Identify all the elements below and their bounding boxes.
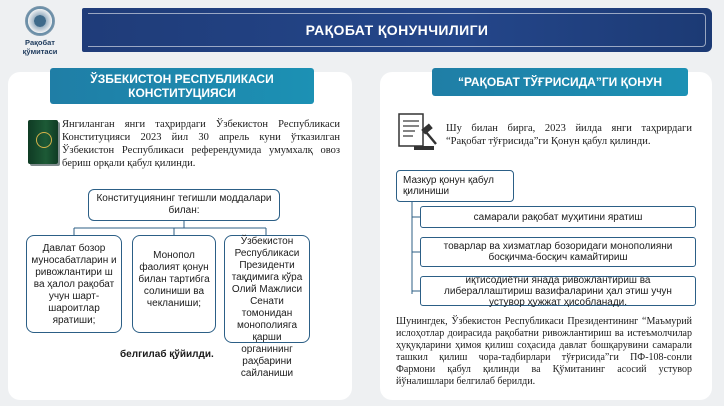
decree-paragraph: Шунингдек, Ўзбекистон Республикаси Президентининг “Маъмурий ислоҳотлар доирасида рақобатни ривожлантириш ва истеъмолчилар ҳуқуқларини ҳимоя қилиш соҳасида давлат бошқарувини самарали ташкил қилиш чора-тадбирлари тўғрисида”ги ПФ-108-сонли Фармони қабул қилинди ва Қўмитанинг асосий устувор йўналишлари белгилаб берилди. [396, 316, 692, 387]
article-item-senate: Ўзбекистон Республикаси Президенти тақдимига кўра Олий Мажлиси Сенати томонидан монополияга қарши органининг раҳбарини сайланиши [224, 235, 310, 343]
goal-item-competition: самарали рақобат муҳитини яратиш [420, 206, 696, 228]
competition-law-panel [380, 72, 712, 400]
document-gavel-icon [396, 112, 440, 152]
constitution-title: ЎЗБЕКИСТОН РЕСПУБЛИКАСИ КОНСТИТУЦИЯСИ [50, 68, 314, 104]
page-title: РАҚОБАТ ҚОНУНЧИЛИГИ [305, 22, 489, 38]
goal-item-economy: иқтисодиётни янада ривожлантириш ва либераллаштириш вазифаларини ҳал этиш учун устувор ҳужжат ҳисобланади. [420, 276, 696, 306]
goal-label: Мазкур қонун қабул қилиниши [396, 170, 514, 202]
competition-law-intro: Шу билан бирга, 2023 йилда янги таҳрирдаги “Рақобат тўғрисида”ги Қонун қабул қилинди. [446, 123, 692, 147]
logo-text [8, 38, 72, 56]
article-item-monopoly: Монопол фаолият қонун билан тартибга солиниши ва чекланиши; [132, 235, 216, 333]
article-item-market: Давлат бозор муносабатларин и ривожлантири ш ва ҳалол рақобат учун шарт-шароитлар яратиши; [26, 235, 122, 333]
competition-law-title: “РАҚОБАТ ТЎҒРИСИДА”ГИ ҚОНУН [432, 68, 688, 96]
logo-line-1: Рақобат [25, 38, 55, 47]
constitution-panel [8, 72, 352, 400]
articles-label: Конституциянинг тегишли моддалари билан: [88, 189, 280, 221]
committee-logo [8, 6, 72, 56]
constitution-book-icon [28, 120, 58, 164]
constitution-closing: белгилаб қўйилди. [120, 349, 214, 360]
header-banner [82, 8, 712, 52]
logo-line-2: қўмитаси [22, 47, 58, 56]
emblem-icon [25, 6, 55, 36]
constitution-intro: Янгиланган янги таҳрирдаги Ўзбекистон Республикаси Конституцияси 2023 йил 30 апрель куни ўтказилган Ўзбекистон Республикаси референдумида умумхалқ овоз бериш орқали қабул қилинди. [62, 119, 340, 169]
goal-item-monopoly: товарлар ва хизматлар бозоридаги монополияни босқичма-босқич камайтириш [420, 237, 696, 267]
